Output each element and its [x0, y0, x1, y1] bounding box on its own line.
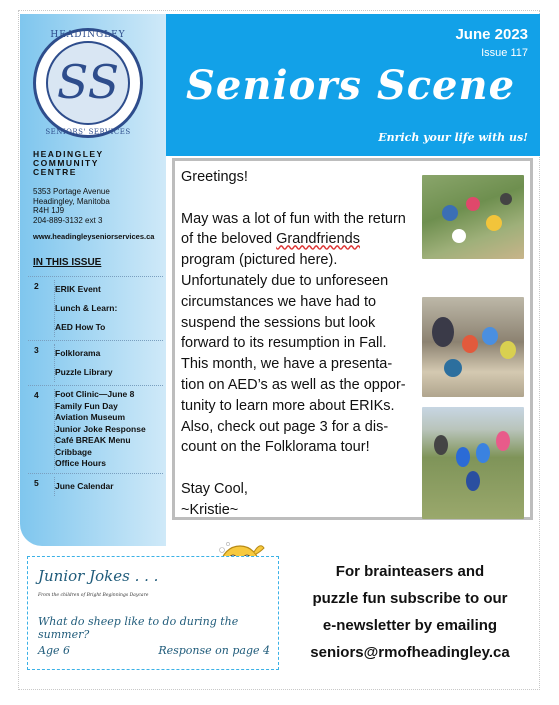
toc-page-number: 3: [34, 345, 39, 355]
letter-text: [181, 167, 411, 521]
junior-jokes-box: [27, 556, 279, 670]
logo-bottom-text: SENIORS' SERVICES: [45, 128, 131, 136]
toc-row: [28, 340, 163, 385]
toc-items: [54, 280, 163, 337]
grandfriends-photo-1: [422, 175, 524, 259]
org-line: COMMUNITY: [33, 158, 99, 168]
address-line: 5353 Portage Avenue: [33, 187, 110, 196]
toc-page-number: 5: [34, 477, 39, 488]
letter-body: [181, 209, 411, 459]
toc-row: [28, 276, 163, 340]
subscribe-email[interactable]: seniors@rmofheadingley.ca: [310, 644, 510, 661]
joke-question: What do sheep like to do during the summer?: [38, 615, 239, 641]
toc-items: [54, 344, 163, 382]
newsletter-title: Seniors Scene: [186, 62, 516, 109]
joke-response-ref: Response on page 4: [158, 644, 270, 657]
toc-item[interactable]: June Calendar: [55, 480, 114, 491]
address: [33, 187, 110, 225]
subscribe-line: puzzle fun subscribe to our: [312, 590, 508, 607]
toc-item[interactable]: Lunch & Learn:: [55, 303, 118, 313]
toc-item[interactable]: AED How To: [55, 322, 106, 332]
toc-row: [28, 473, 163, 499]
toc-page-number: 2: [34, 281, 39, 291]
seniors-services-logo: [33, 28, 143, 138]
subscribe-line: For brainteasers and: [335, 563, 485, 580]
toc-row: [28, 385, 163, 473]
address-line: 204-889-3132 ext 3: [33, 215, 103, 225]
website-link[interactable]: www.headingleyseniorservices.ca: [33, 232, 155, 241]
toc-item[interactable]: Café BREAK Menu: [55, 435, 131, 445]
toc-items: [54, 477, 163, 496]
jokes-title: Junior Jokes . . .: [38, 567, 159, 585]
org-line: CENTRE: [33, 167, 77, 177]
letter-closing: Stay Cool,: [181, 480, 248, 497]
toc-item[interactable]: Folklorama: [55, 348, 101, 358]
address-line: R4H 1J9: [33, 206, 65, 215]
toc-heading: IN THIS ISSUE: [33, 257, 102, 268]
toc-item[interactable]: Family Fun Day: [55, 400, 118, 411]
address-line: Headingley, Manitoba: [33, 196, 110, 206]
toc-items: [54, 389, 163, 470]
grandfriends-word: Grandfriends: [276, 231, 360, 248]
table-of-contents: [28, 276, 163, 499]
jokes-source: From the children of Bright Beginnings Daycare: [38, 593, 149, 598]
toc-page-number: 4: [34, 390, 39, 400]
toc-item[interactable]: ERIK Event: [55, 284, 101, 294]
toc-item[interactable]: Office Hours: [55, 458, 107, 468]
toc-item[interactable]: Foot Clinic—June 8: [55, 389, 135, 399]
letter-body-part: program (pictured here). Unfortunately due to unforeseen circumstances we have had to suspend the sessions but look forward to its resumption in Fall. This month, we have a presenta-tion on AED’s as well as the oppor-tunity to learn more about ERIKs. Also, check out page 3 for a dis-count on the Folklorama tour!: [181, 252, 406, 456]
letter-greeting: Greetings!: [181, 169, 248, 185]
letter-box: [172, 158, 533, 520]
logo-top-text: HEADINGLEY: [50, 30, 126, 40]
org-name: [33, 150, 104, 177]
toc-item[interactable]: Puzzle Library: [55, 367, 113, 377]
toc-item[interactable]: Junior Joke Response: [55, 423, 146, 434]
joke-age: Age 6: [38, 644, 70, 657]
masthead: [166, 14, 540, 156]
grandfriends-photo-3: [422, 407, 524, 519]
logo-monogram: SS: [56, 55, 120, 109]
org-line: HEADINGLEY: [33, 149, 104, 159]
issue-date: June 2023: [455, 26, 528, 43]
tagline: Enrich your life with us!: [378, 131, 528, 144]
letter-signature: ~Kristie~: [181, 501, 239, 518]
letter-body-part: May was a lot of fun with the return of the beloved: [181, 210, 406, 248]
issue-number: Issue 117: [481, 47, 528, 59]
toc-item[interactable]: Cribbage: [55, 446, 92, 457]
subscribe-callout: [290, 558, 530, 666]
grandfriends-photo-2: [422, 297, 524, 397]
subscribe-line: e-newsletter by emailing: [322, 617, 498, 634]
toc-item[interactable]: Aviation Museum: [55, 412, 126, 422]
logo-inner-circle: [46, 41, 130, 125]
